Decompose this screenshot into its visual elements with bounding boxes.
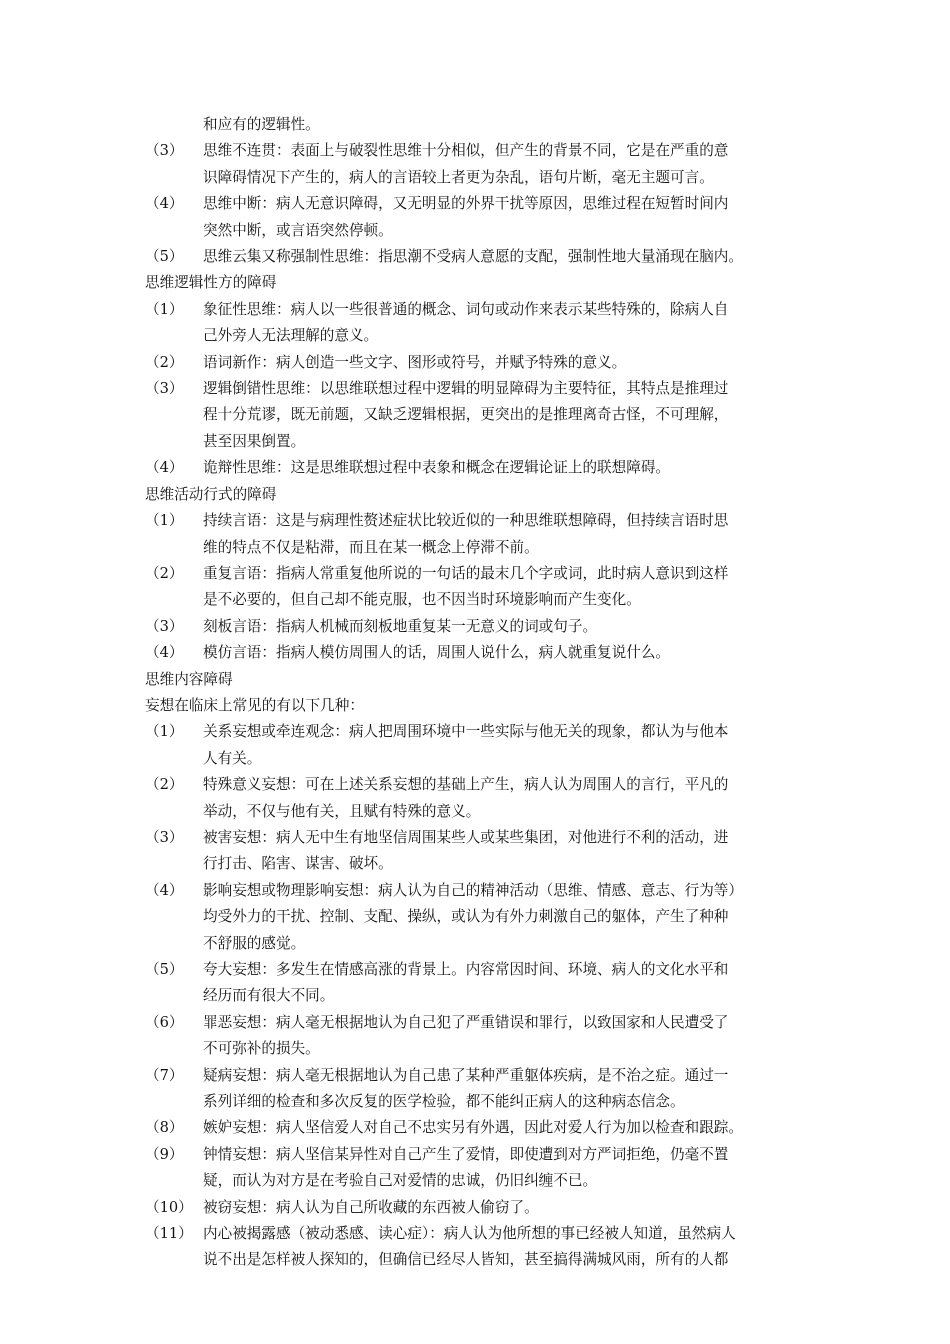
section-heading: 妄想在临床上常见的有以下几种： [145,696,364,714]
list-item-text-line: 罪恶妄想：病人毫无根据地认为自己犯了严重错误和罪行，以致国家和人民遭受了 [203,1013,729,1031]
list-item [145,1221,810,1274]
list-item [145,191,810,244]
list-item [145,772,810,825]
list-item-text-line: 经历而有很大不同。 [203,987,335,1005]
list-item-text-line: 是不必要的，但自己却不能克服，也不因当时环境影响而产生变化。 [203,591,641,609]
list-item-text-line: 象征性思维：病人以一些很普通的概念、词句或动作来表示某些特殊的，除病人自 [203,300,729,318]
list-item-number: （3） [145,142,184,160]
list-item-number: （3） [145,828,184,846]
list-item-text-line: 系列详细的检查和多次反复的医学检验，都不能纠正病人的这种病态信念。 [203,1093,685,1111]
list-item [145,614,810,640]
list-item-text-line: 思维不连贯：表面上与破裂性思维十分相似，但产生的背景不同，它是在严重的意 [203,142,729,160]
list-item-text-line: 特殊意义妄想：可在上述关系妄想的基础上产生，病人认为周围人的言行，平凡的 [203,776,729,794]
list-item [145,1063,810,1116]
list-item-number: （1） [145,300,184,318]
list-item-text-line: 内心被揭露感（被动悉感、读心症）：病人认为他所想的事已经被人知道，虽然病人 [203,1225,736,1243]
list-item-number: （2） [145,776,184,794]
list-item [145,244,810,270]
list-item-text-line: 语词新作：病人创造一些文字、图形或符号，并赋予特殊的意义。 [203,353,627,371]
list-item-number: （8） [145,1119,184,1137]
list-item-text-line: 重复言语：指病人常重复他所说的一句话的最末几个字或词，此时病人意识到这样 [203,564,729,582]
section-heading: 思维活动行式的障碍 [145,485,277,503]
document-body [145,112,810,1274]
list-item [145,1142,810,1195]
list-item [145,878,810,957]
list-item [145,350,810,376]
list-item [145,297,810,350]
list-item-number: （3） [145,380,184,398]
list-item-text-line: 维的特点不仅是粘滞，而且在某一概念上停滞不前。 [203,538,539,556]
list-item-text-line: 思维云集又称强制性思维：指思潮不受病人意愿的支配，强制性地大量涌现在脑内。 [203,248,743,266]
list-item [145,138,810,191]
list-item-text-line: 不舒服的感觉。 [203,934,306,952]
list-item [145,640,810,666]
list-item-text-line: 己外旁人无法理解的意义。 [203,327,379,345]
list-item-number: （1） [145,512,184,530]
list-item-number: （10） [145,1198,193,1216]
list-item-text-line: 人有关。 [203,749,262,767]
list-item-text-line: 影响妄想或物理影响妄想：病人认为自己的精神活动（思维、情感、意志、行为等） [203,881,743,899]
list-item [145,508,810,561]
list-item-number: （4） [145,644,184,662]
list-item-number: （5） [145,961,184,978]
list-item-text-line: 逻辑倒错性思维：以思维联想过程中逻辑的明显障碍为主要特征，其特点是推理过 [203,380,729,398]
list-item [145,376,810,455]
list-item [145,455,810,481]
list-item-number: （4） [145,881,184,899]
section-heading: 思维逻辑性方的障碍 [145,274,277,292]
list-item-number: （2） [145,564,184,582]
list-item [145,1010,810,1063]
list-item-text-line: 嫉妒妄想：病人坚信爱人对自己不忠实另有外遇，因此对爱人行为加以检查和跟踪。 [203,1119,743,1137]
section-heading: 思维内容障碍 [145,670,233,688]
list-item-text-line: 持续言语：这是与病理性赘述症状比较近似的一种思维联想障碍，但持续言语时思 [203,512,729,530]
list-item-number: （6） [145,1013,184,1031]
list-item-text-line: 刻板言语：指病人机械而刻板地重复某一无意义的词或句子。 [203,617,598,635]
list-item [145,719,810,772]
list-item-number: （1） [145,723,184,741]
list-item-text-line: 被害妄想：病人无中生有地坚信周围某些人或某些集团，对他进行不利的活动，进 [203,828,729,846]
list-item-text-line: 思维中断：病人无意识障碍，又无明显的外界干扰等原因，思维过程在短暂时间内 [203,195,729,213]
list-item-number: （4） [145,195,184,213]
list-item-text-line: 诡辩性思维：这是思维联想过程中表象和概念在逻辑论证上的联想障碍。 [203,459,671,477]
list-item [145,957,810,1010]
list-item [145,561,810,614]
list-item-text-line: 程十分荒谬，既无前题，又缺乏逻辑根据，更突出的是推理离奇古怪，不可理解， [203,406,729,424]
list-item-number: （7） [145,1066,184,1084]
list-item-text-line: 突然中断，或言语突然停顿。 [203,221,393,239]
continued-text-line: 和应有的逻辑性。 [203,116,320,133]
list-item-text-line: 模仿言语：指病人模仿周围人的话，周围人说什么，病人就重复说什么。 [203,644,671,662]
list-item-text-line: 疑病妄想：病人毫无根据地认为自己患了某种严重躯体疾病，是不治之症。通过一 [203,1066,729,1084]
list-item-text-line: 甚至因果倒置。 [203,432,306,450]
list-item-number: （11） [145,1225,193,1243]
list-item [145,825,810,878]
list-item-number: （2） [145,353,184,371]
list-item-text-line: 被窃妄想：病人认为自己所收藏的东西被人偷窃了。 [203,1198,539,1216]
list-item-text-line: 疑，而认为对方是在考验自己对爱情的忠诚，仍旧纠缠不已。 [203,1172,598,1190]
list-item [145,1195,810,1221]
list-item-text-line: 夸大妄想：多发生在情感高涨的背景上。内容常因时间、环境、病人的文化水平和 [203,961,729,978]
list-item-number: （3） [145,617,184,635]
list-item-text-line: 钟情妄想：病人坚信某异性对自己产生了爱情，即使遭到对方严词拒绝，仍毫不置 [203,1145,729,1163]
list-item-text-line: 关系妄想或牵连观念：病人把周围环境中一些实际与他无关的现象，都认为与他本 [203,723,729,741]
list-item-number: （4） [145,459,184,477]
list-item-text-line: 行打击、陷害、谋害、破坏。 [203,855,393,873]
list-item-number: （9） [145,1145,184,1163]
list-item-text-line: 举动，不仅与他有关，且赋有特殊的意义。 [203,802,481,820]
list-item-text-line: 识障碍情况下产生的，病人的言语较上者更为杂乱，语句片断，毫无主题可言。 [203,168,714,186]
list-item-number: （5） [145,248,184,266]
list-item-text-line: 不可弥补的损失。 [203,1040,320,1058]
list-item [145,1115,810,1141]
list-item-text-line: 均受外力的干扰、控制、支配、操纵，或认为有外力刺激自己的躯体，产生了种种 [203,908,729,926]
list-item-text-line: 说不出是怎样被人探知的，但确信已经尽人皆知，甚至搞得满城风雨，所有的人都 [203,1251,729,1269]
